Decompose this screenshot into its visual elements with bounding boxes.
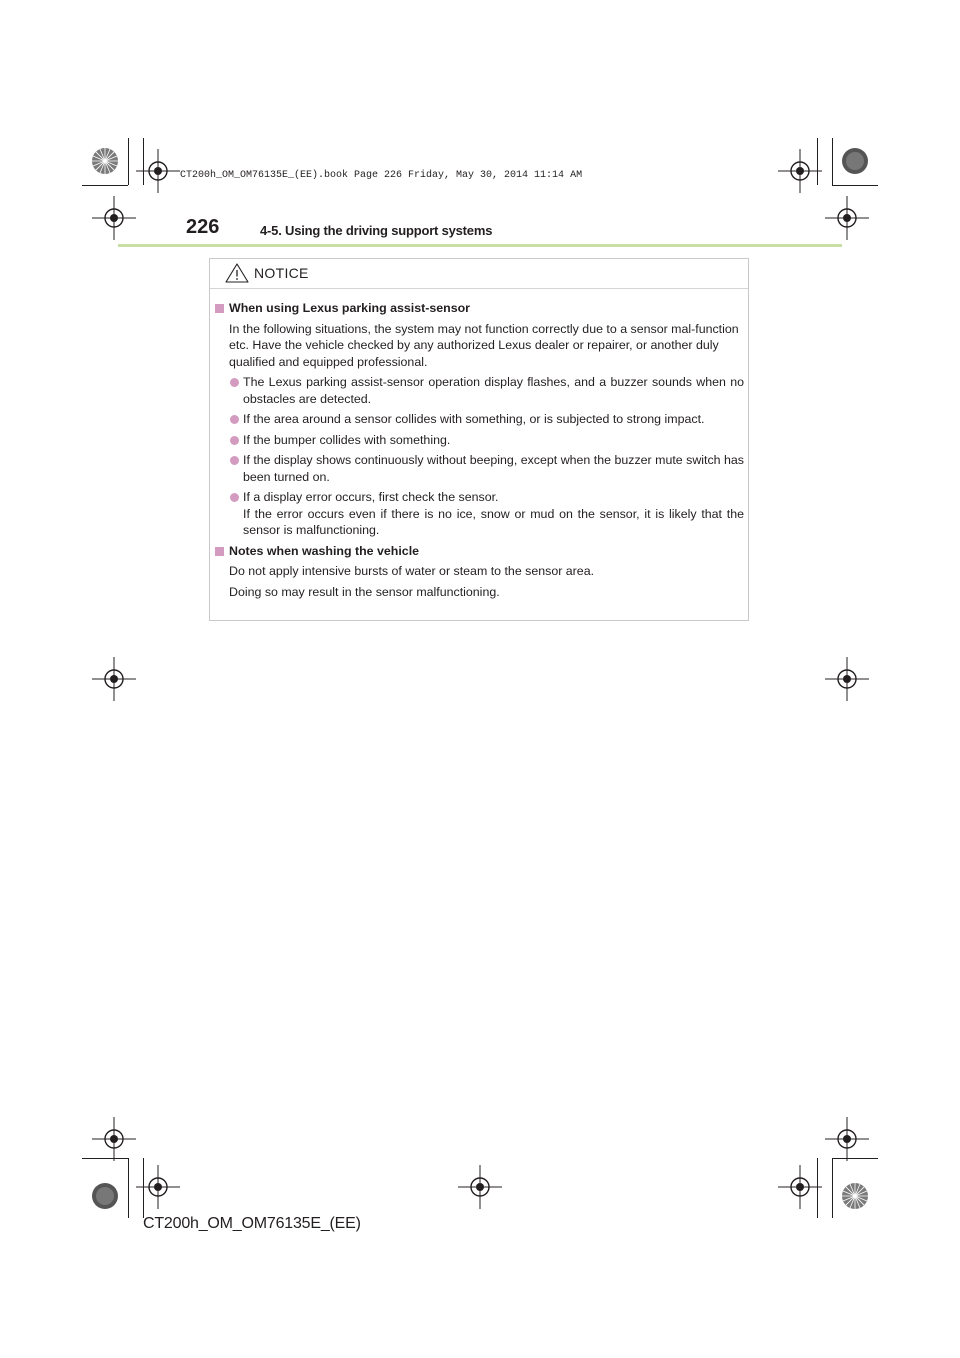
subheading-washing	[214, 543, 744, 560]
crosshair-mark-icon	[778, 1165, 822, 1209]
list-item-text: If the display shows continuously without beeping, except when the buzzer mute switch has been turned on.	[243, 453, 744, 484]
notice-body	[214, 300, 744, 604]
starburst-mark-icon	[90, 1181, 120, 1211]
starburst-mark-icon	[840, 146, 870, 176]
paragraph: Doing so may result in the sensor malfunctioning.	[229, 584, 500, 599]
notice-box	[209, 258, 749, 621]
starburst-mark-icon	[840, 1181, 870, 1211]
header-rule	[118, 244, 842, 247]
crosshair-mark-icon	[778, 149, 822, 193]
round-bullet-icon	[230, 436, 239, 445]
crosshair-mark-icon	[825, 196, 869, 240]
list-item-text: If the bumper collides with something.	[243, 432, 451, 447]
notice-header	[210, 259, 748, 289]
footer-code: CT200h_OM_OM76135E_(EE)	[143, 1215, 361, 1232]
page-number: 226	[186, 216, 220, 238]
list-item	[214, 411, 744, 428]
print-info: CT200h_OM_OM76135E_(EE).book Page 226 Friday, May 30, 2014 11:14 AM	[180, 170, 583, 181]
subheading-text: Notes when washing the vehicle	[229, 543, 420, 558]
square-bullet-icon	[215, 547, 224, 556]
round-bullet-icon	[230, 415, 239, 424]
section-title: 4-5. Using the driving support systems	[260, 223, 493, 238]
square-bullet-icon	[215, 304, 224, 313]
crosshair-mark-icon	[458, 1165, 502, 1209]
paragraph: In the following situations, the system may not function correctly due to a sensor mal-function etc. Have the vehicle checked by any authorized Lexus dealer or repairer, or another duly qualified and equipped professional.	[229, 321, 739, 369]
crosshair-mark-icon	[825, 1117, 869, 1161]
subheading-text: When using Lexus parking assist-sensor	[229, 301, 470, 315]
list-item	[214, 374, 744, 407]
warning-triangle-icon	[224, 262, 250, 284]
round-bullet-icon	[230, 456, 239, 465]
paragraph: Do not apply intensive bursts of water or steam to the sensor area.	[229, 564, 595, 578]
list-item-continuation: If the error occurs even if there is no ice, snow or mud on the sensor, it is likely that the sensor is malfunctioning.	[243, 506, 744, 537]
crosshair-mark-icon	[136, 1165, 180, 1209]
starburst-mark-icon	[90, 146, 120, 176]
list-item-text: If the area around a sensor collides with something, or is subjected to strong impact.	[243, 412, 705, 426]
crosshair-mark-icon	[825, 657, 869, 701]
round-bullet-icon	[230, 378, 239, 387]
list-item	[214, 489, 744, 539]
subheading-parking-assist	[214, 300, 744, 317]
round-bullet-icon	[230, 493, 239, 502]
list-item-text: The Lexus parking assist-sensor operation display flashes, and a buzzer sounds when no obstacles are detected.	[243, 375, 744, 406]
list-item-text: If a display error occurs, first check the sensor.	[243, 490, 499, 504]
crosshair-mark-icon	[92, 1117, 136, 1161]
crosshair-mark-icon	[92, 657, 136, 701]
crosshair-mark-icon	[136, 149, 180, 193]
list-item	[214, 432, 744, 449]
crosshair-mark-icon	[92, 196, 136, 240]
list-item	[214, 452, 744, 485]
notice-label: NOTICE	[254, 265, 309, 281]
